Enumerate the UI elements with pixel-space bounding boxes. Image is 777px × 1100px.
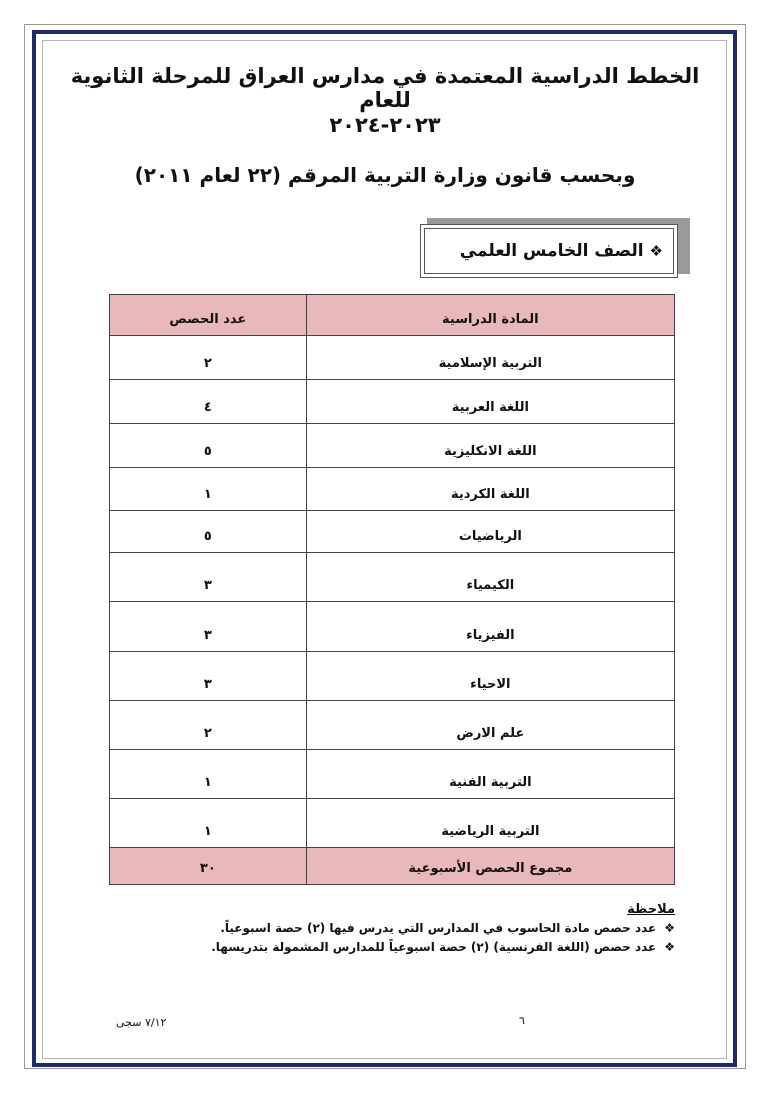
page-number: ٦ bbox=[519, 1014, 525, 1027]
table-row bbox=[110, 424, 675, 468]
table-row bbox=[110, 553, 675, 602]
note-item bbox=[160, 938, 675, 957]
total-label: مجموع الحصص الأسبوعية bbox=[306, 848, 674, 885]
table-row bbox=[110, 602, 675, 652]
class-box bbox=[420, 224, 678, 278]
note-text: عدد حصص مادة الحاسوب في المدارس التي يدرس فيها (٢) حصة اسبوعياً. bbox=[220, 921, 657, 935]
subject-cell: التربية الرياضية bbox=[306, 799, 674, 848]
count-cell: ١ bbox=[110, 750, 307, 799]
subject-cell: الرياضيات bbox=[306, 511, 674, 553]
subject-cell: الكيمياء bbox=[306, 553, 674, 602]
note-item bbox=[160, 919, 675, 938]
count-cell: ٥ bbox=[110, 511, 307, 553]
page-title: الخطط الدراسية المعتمدة في مدارس العراق للمرحلة الثانوية للعام bbox=[70, 64, 700, 112]
document-code: ٧/١٢ سجى bbox=[116, 1016, 167, 1029]
header-count: عدد الحصص bbox=[110, 295, 307, 336]
count-cell: ٢ bbox=[110, 701, 307, 750]
count-cell: ١ bbox=[110, 799, 307, 848]
count-cell: ٣ bbox=[110, 652, 307, 701]
table-row bbox=[110, 701, 675, 750]
subject-cell: اللغة الانكليزية bbox=[306, 424, 674, 468]
count-cell: ٤ bbox=[110, 380, 307, 424]
table-row bbox=[110, 380, 675, 424]
table-row bbox=[110, 336, 675, 380]
total-value: ٣٠ bbox=[110, 848, 307, 885]
table-row bbox=[110, 799, 675, 848]
diamond-bullet-icon: ❖ bbox=[649, 242, 663, 260]
diamond-bullet-icon: ❖ bbox=[664, 921, 675, 935]
table-row bbox=[110, 511, 675, 553]
subject-cell: اللغة الكردية bbox=[306, 468, 674, 511]
study-plan-table bbox=[109, 294, 675, 885]
subject-cell: التربية الإسلامية bbox=[306, 336, 674, 380]
subject-cell: علم الارض bbox=[306, 701, 674, 750]
count-cell: ١ bbox=[110, 468, 307, 511]
table-row bbox=[110, 652, 675, 701]
law-reference: وبحسب قانون وزارة التربية المرقم (٢٢ لعام ٢٠١١) bbox=[134, 163, 636, 187]
subject-cell: التربية الفنية bbox=[306, 750, 674, 799]
note-text: عدد حصص (اللغة الفرنسية) (٢) حصة اسبوعياً للمدارس المشمولة بتدريسها. bbox=[211, 940, 657, 954]
class-label: الصف الخامس العلمي bbox=[459, 241, 644, 261]
academic-year: ٢٠٢٣-٢٠٢٤ bbox=[329, 113, 441, 137]
table-row bbox=[110, 750, 675, 799]
table-total-row bbox=[110, 848, 675, 885]
table-row bbox=[110, 468, 675, 511]
count-cell: ٢ bbox=[110, 336, 307, 380]
notes-title: ملاحظة bbox=[627, 902, 675, 917]
count-cell: ٣ bbox=[110, 553, 307, 602]
count-cell: ٣ bbox=[110, 602, 307, 652]
header-subject: المادة الدراسية bbox=[306, 295, 674, 336]
table-header-row bbox=[110, 295, 675, 336]
subject-cell: الاحياء bbox=[306, 652, 674, 701]
diamond-bullet-icon: ❖ bbox=[664, 940, 675, 954]
notes-section bbox=[160, 900, 675, 957]
subject-cell: الفيزياء bbox=[306, 602, 674, 652]
count-cell: ٥ bbox=[110, 424, 307, 468]
subject-cell: اللغة العربية bbox=[306, 380, 674, 424]
